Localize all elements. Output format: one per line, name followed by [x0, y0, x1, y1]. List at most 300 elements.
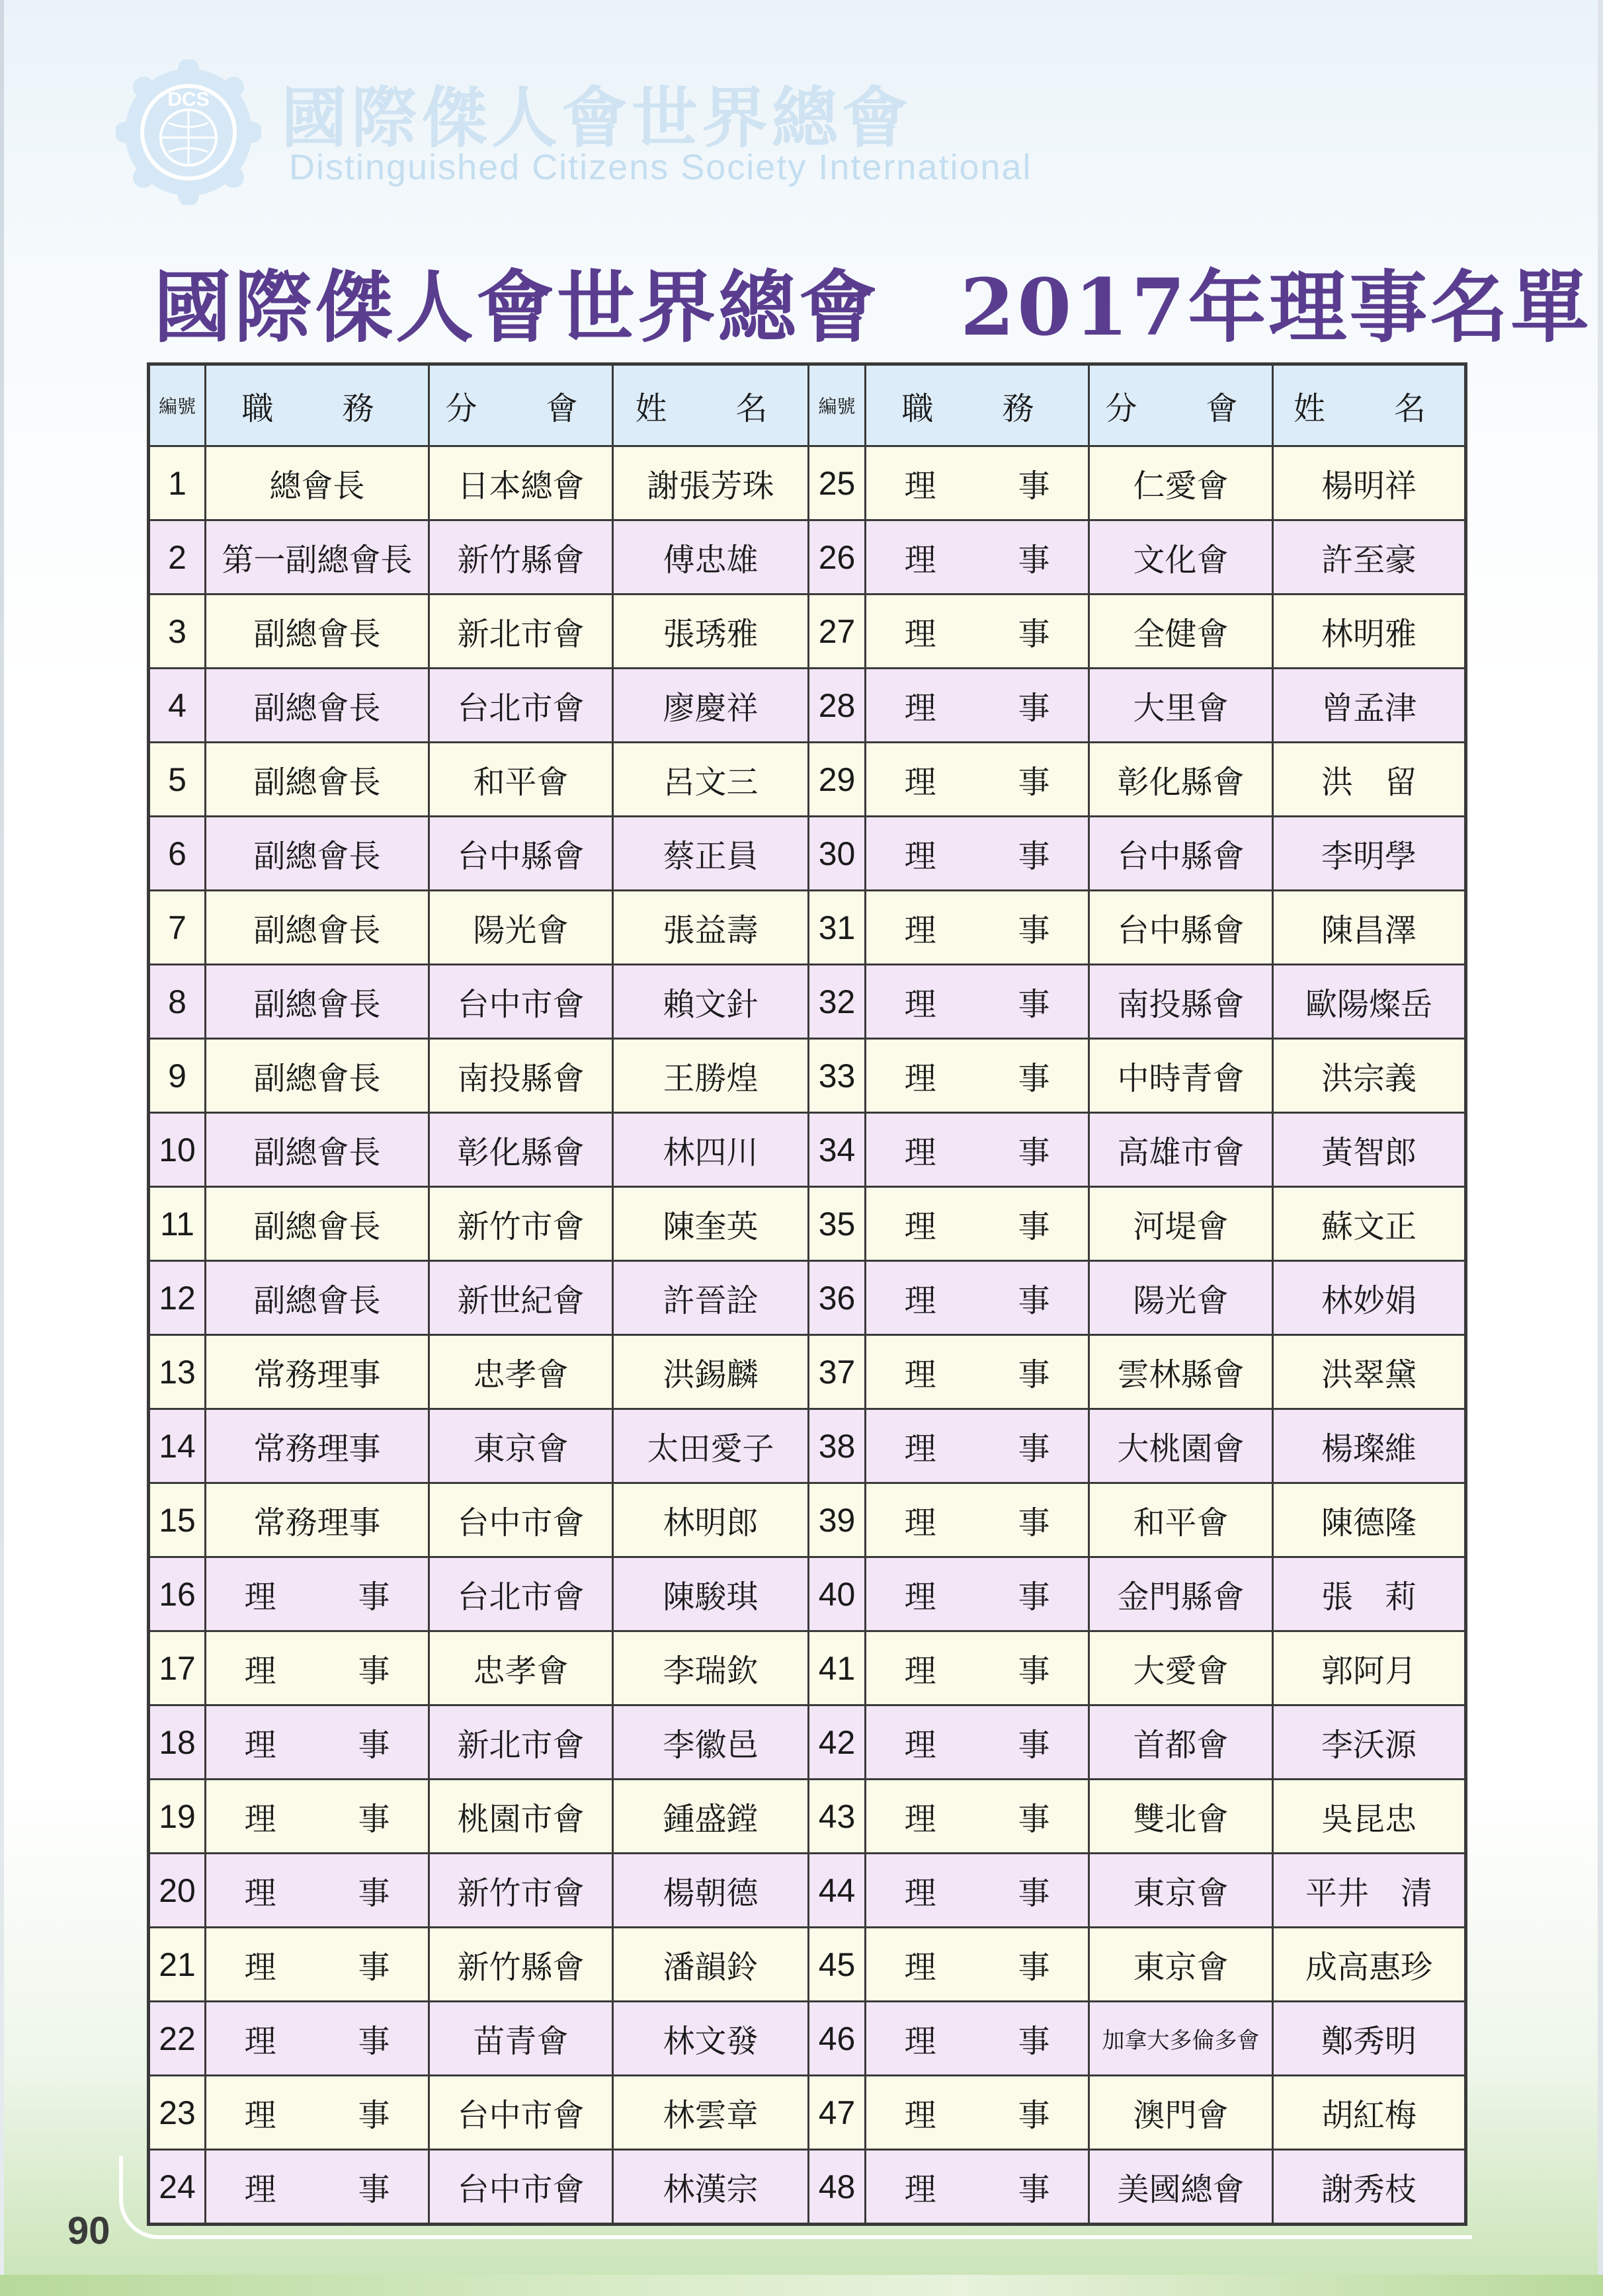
name-cell: 歐陽燦岳 [1273, 965, 1466, 1039]
role-char-first: 理 [904, 1727, 936, 1764]
name-cell: 陳駿琪 [613, 1557, 809, 1631]
role-cell [206, 2002, 429, 2076]
org-name-chinese: 國際傑人會世界總會 [281, 79, 912, 157]
number-cell: 8 [149, 965, 206, 1039]
branch-cell: 東京會 [1089, 1928, 1273, 2002]
binding-stripe [1598, 0, 1603, 2296]
role-cell [866, 446, 1089, 520]
role-cell [866, 594, 1089, 669]
role-char-first: 理 [904, 1208, 936, 1245]
name-cell: 李徽邑 [613, 1705, 809, 1780]
role-char-first: 理 [904, 1578, 936, 1616]
number-cell: 18 [149, 1705, 206, 1780]
dcs-logo-icon [116, 60, 261, 205]
table-row [149, 594, 1466, 669]
branch-cell: 台中縣會 [1089, 891, 1273, 965]
role-cell: 副總會長 [206, 743, 429, 817]
number-cell: 6 [149, 817, 206, 891]
table-row [149, 1780, 1466, 1854]
role-char-second: 事 [1018, 1208, 1050, 1245]
role-char-second: 事 [1018, 2097, 1050, 2134]
role-char-first: 理 [244, 1727, 276, 1764]
role-cell: 常務理事 [206, 1409, 429, 1483]
role-char-second: 事 [1018, 1875, 1050, 1912]
table-row [149, 1261, 1466, 1335]
role-char-second: 事 [1018, 1504, 1050, 1541]
number-cell: 19 [149, 1780, 206, 1854]
org-header [116, 60, 1108, 212]
role-cell [866, 1409, 1089, 1483]
column-header-role: 職 務 [206, 364, 429, 446]
roster-table-container [147, 362, 1464, 2208]
number-cell: 31 [809, 891, 866, 965]
number-cell: 26 [809, 520, 866, 594]
name-cell: 黃智郎 [1273, 1113, 1466, 1187]
table-row [149, 1187, 1466, 1261]
role-cell: 第一副總會長 [206, 520, 429, 594]
number-cell: 40 [809, 1557, 866, 1631]
role-char-second: 事 [358, 1801, 390, 1838]
branch-cell: 新世紀會 [429, 1261, 613, 1335]
column-header-branch: 分 會 [429, 364, 613, 446]
role-cell [866, 965, 1089, 1039]
decorative-frame-curve [119, 2156, 1472, 2239]
number-cell: 7 [149, 891, 206, 965]
number-cell: 30 [809, 817, 866, 891]
role-char-first: 理 [244, 1949, 276, 1986]
name-cell: 太田愛子 [613, 1409, 809, 1483]
name-cell: 平井 清 [1273, 1854, 1466, 1928]
role-char-first: 理 [904, 1801, 936, 1838]
branch-cell: 全健會 [1089, 594, 1273, 669]
role-char-second: 事 [358, 1578, 390, 1616]
number-cell: 17 [149, 1631, 206, 1705]
branch-cell: 台北市會 [429, 1557, 613, 1631]
role-char-second: 事 [1018, 690, 1050, 727]
number-cell: 11 [149, 1187, 206, 1261]
role-char-first: 理 [904, 2097, 936, 2134]
table-row [149, 1631, 1466, 1705]
number-cell: 9 [149, 1039, 206, 1113]
name-cell: 吳昆忠 [1273, 1780, 1466, 1854]
branch-cell: 和平會 [429, 743, 613, 817]
table-row [149, 1335, 1466, 1409]
logo-text: DCS [167, 89, 210, 110]
branch-cell: 大里會 [1089, 669, 1273, 743]
name-cell: 林妙娟 [1273, 1261, 1466, 1335]
role-char-second: 事 [1018, 764, 1050, 801]
table-row [149, 1039, 1466, 1113]
table-row [149, 1928, 1466, 2002]
role-char-first: 理 [904, 1134, 936, 1171]
name-cell: 洪錫麟 [613, 1335, 809, 1409]
number-cell: 21 [149, 1928, 206, 2002]
number-cell: 29 [809, 743, 866, 817]
number-cell: 33 [809, 1039, 866, 1113]
number-cell: 20 [149, 1854, 206, 1928]
number-cell: 24 [149, 2150, 206, 2225]
role-char-first: 理 [904, 468, 936, 505]
branch-cell: 台中市會 [429, 1483, 613, 1557]
name-cell: 張 莉 [1273, 1557, 1466, 1631]
number-cell: 41 [809, 1631, 866, 1705]
name-cell: 陳德隆 [1273, 1483, 1466, 1557]
role-char-second: 事 [1018, 542, 1050, 579]
role-cell [206, 1557, 429, 1631]
branch-cell: 台中市會 [429, 2150, 613, 2225]
branch-cell: 苗青會 [429, 2002, 613, 2076]
role-cell [866, 1187, 1089, 1261]
number-cell: 4 [149, 669, 206, 743]
role-char-first: 理 [904, 764, 936, 801]
name-cell: 林漢宗 [613, 2150, 809, 2225]
role-cell [206, 1705, 429, 1780]
role-char-first: 理 [904, 1356, 936, 1393]
branch-cell: 和平會 [1089, 1483, 1273, 1557]
name-cell: 傅忠雄 [613, 520, 809, 594]
name-cell: 鍾盛鏜 [613, 1780, 809, 1854]
role-char-second: 事 [1018, 1134, 1050, 1171]
role-char-second: 事 [1018, 1356, 1050, 1393]
role-char-second: 事 [1018, 1578, 1050, 1616]
role-char-first: 理 [904, 616, 936, 653]
page-title: 國際傑人會世界總會 2017年理事名單 [153, 261, 1592, 353]
number-cell: 23 [149, 2076, 206, 2150]
role-char-second: 事 [358, 1875, 390, 1912]
name-cell: 陳昌澤 [1273, 891, 1466, 965]
role-char-first: 理 [904, 1875, 936, 1912]
role-cell: 副總會長 [206, 594, 429, 669]
name-cell: 謝張芳珠 [613, 446, 809, 520]
name-cell: 楊明祥 [1273, 446, 1466, 520]
role-char-first: 理 [244, 1653, 276, 1690]
role-char-first: 理 [904, 690, 936, 727]
role-char-first: 理 [904, 986, 936, 1023]
number-cell: 5 [149, 743, 206, 817]
name-cell: 曾孟津 [1273, 669, 1466, 743]
role-char-second: 事 [358, 1727, 390, 1764]
name-cell: 李明學 [1273, 817, 1466, 891]
name-cell: 林四川 [613, 1113, 809, 1187]
number-cell: 27 [809, 594, 866, 669]
role-cell [866, 2002, 1089, 2076]
role-char-second: 事 [1018, 1727, 1050, 1764]
role-char-second: 事 [1018, 1949, 1050, 1986]
name-cell: 許至豪 [1273, 520, 1466, 594]
number-cell: 32 [809, 965, 866, 1039]
role-cell: 副總會長 [206, 1261, 429, 1335]
role-char-first: 理 [904, 2171, 936, 2208]
name-cell: 楊朝德 [613, 1854, 809, 1928]
role-cell [206, 1631, 429, 1705]
table-row [149, 446, 1466, 520]
role-char-first: 理 [904, 912, 936, 949]
role-char-second: 事 [1018, 468, 1050, 505]
number-cell: 22 [149, 2002, 206, 2076]
table-row [149, 891, 1466, 965]
role-cell [866, 2076, 1089, 2150]
name-cell: 謝秀枝 [1273, 2150, 1466, 2225]
branch-cell: 大桃園會 [1089, 1409, 1273, 1483]
number-cell: 10 [149, 1113, 206, 1187]
name-cell: 潘韻鈴 [613, 1928, 809, 2002]
table-row [149, 1409, 1466, 1483]
branch-cell: 美國總會 [1089, 2150, 1273, 2225]
name-cell: 蘇文正 [1273, 1187, 1466, 1261]
role-cell [866, 669, 1089, 743]
branch-cell: 彰化縣會 [429, 1113, 613, 1187]
number-cell: 12 [149, 1261, 206, 1335]
name-cell: 廖慶祥 [613, 669, 809, 743]
number-cell: 47 [809, 2076, 866, 2150]
role-char-second: 事 [1018, 986, 1050, 1023]
role-char-second: 事 [1018, 1801, 1050, 1838]
role-cell [866, 1631, 1089, 1705]
branch-cell: 金門縣會 [1089, 1557, 1273, 1631]
role-cell [206, 2076, 429, 2150]
branch-cell: 陽光會 [429, 891, 613, 965]
number-cell: 1 [149, 446, 206, 520]
role-cell: 常務理事 [206, 1483, 429, 1557]
role-cell: 副總會長 [206, 891, 429, 965]
page-number: 90 [67, 2209, 110, 2252]
name-cell: 洪翠黛 [1273, 1335, 1466, 1409]
branch-cell: 大愛會 [1089, 1631, 1273, 1705]
branch-cell: 新竹縣會 [429, 1928, 613, 2002]
branch-cell: 首都會 [1089, 1705, 1273, 1780]
role-char-first: 理 [244, 1875, 276, 1912]
role-cell [866, 1335, 1089, 1409]
table-row [149, 520, 1466, 594]
role-char-second: 事 [1018, 1653, 1050, 1690]
name-cell: 林明郎 [613, 1483, 809, 1557]
branch-cell: 南投縣會 [1089, 965, 1273, 1039]
role-cell [866, 1780, 1089, 1854]
number-cell: 3 [149, 594, 206, 669]
role-char-second: 事 [358, 2023, 390, 2060]
number-cell: 42 [809, 1705, 866, 1780]
number-cell: 2 [149, 520, 206, 594]
branch-cell: 台中縣會 [1089, 817, 1273, 891]
branch-cell: 雙北會 [1089, 1780, 1273, 1854]
column-header-branch: 分 會 [1089, 364, 1273, 446]
role-cell [866, 1854, 1089, 1928]
name-cell: 林雲章 [613, 2076, 809, 2150]
table-row [149, 965, 1466, 1039]
role-char-second: 事 [1018, 1430, 1050, 1467]
branch-cell: 忠孝會 [429, 1335, 613, 1409]
role-char-first: 理 [904, 542, 936, 579]
name-cell: 林明雅 [1273, 594, 1466, 669]
role-cell: 副總會長 [206, 1113, 429, 1187]
name-cell: 楊璨維 [1273, 1409, 1466, 1483]
role-cell [866, 1113, 1089, 1187]
role-char-second: 事 [1018, 838, 1050, 875]
branch-cell: 河堤會 [1089, 1187, 1273, 1261]
name-cell: 陳奎英 [613, 1187, 809, 1261]
role-char-first: 理 [244, 1578, 276, 1616]
role-char-first: 理 [904, 1949, 936, 1986]
roster-body [149, 446, 1466, 2225]
number-cell: 34 [809, 1113, 866, 1187]
number-cell: 35 [809, 1187, 866, 1261]
column-header-role: 職 務 [866, 364, 1089, 446]
column-header-name: 姓 名 [1273, 364, 1466, 446]
branch-cell: 文化會 [1089, 520, 1273, 594]
name-cell: 鄭秀明 [1273, 2002, 1466, 2076]
number-cell: 25 [809, 446, 866, 520]
role-char-first: 理 [904, 2023, 936, 2060]
name-cell: 賴文針 [613, 965, 809, 1039]
column-header-number: 編號 [809, 364, 866, 446]
branch-cell: 新竹市會 [429, 1187, 613, 1261]
name-cell: 呂文三 [613, 743, 809, 817]
role-cell [866, 1261, 1089, 1335]
board-roster-table [147, 362, 1467, 2226]
branch-cell: 陽光會 [1089, 1261, 1273, 1335]
column-header-name: 姓 名 [613, 364, 809, 446]
number-cell: 13 [149, 1335, 206, 1409]
name-cell: 蔡正員 [613, 817, 809, 891]
footer-band [0, 2275, 1603, 2296]
role-cell [866, 817, 1089, 891]
name-cell: 張琇雅 [613, 594, 809, 669]
name-cell: 成高惠珍 [1273, 1928, 1466, 2002]
branch-cell: 新竹市會 [429, 1854, 613, 1928]
org-name-english: Distinguished Citizens Society International [289, 147, 1032, 187]
table-row [149, 1113, 1466, 1187]
table-row [149, 2076, 1466, 2150]
branch-cell: 台中市會 [429, 2076, 613, 2150]
role-char-first: 理 [904, 838, 936, 875]
role-cell: 副總會長 [206, 1187, 429, 1261]
page-edge [0, 0, 4, 2296]
name-cell: 洪 留 [1273, 743, 1466, 817]
role-char-second: 事 [1018, 2023, 1050, 2060]
name-cell: 洪宗義 [1273, 1039, 1466, 1113]
role-cell [866, 743, 1089, 817]
role-cell: 副總會長 [206, 669, 429, 743]
branch-cell: 加拿大多倫多會 [1089, 2002, 1273, 2076]
role-char-first: 理 [244, 1801, 276, 1838]
branch-cell: 台中縣會 [429, 817, 613, 891]
number-cell: 14 [149, 1409, 206, 1483]
name-cell: 張益壽 [613, 891, 809, 965]
role-cell [206, 1854, 429, 1928]
role-char-first: 理 [904, 1430, 936, 1467]
role-char-first: 理 [244, 2097, 276, 2134]
role-char-second: 事 [1018, 616, 1050, 653]
table-row [149, 1854, 1466, 1928]
branch-cell: 東京會 [1089, 1854, 1273, 1928]
table-row [149, 1483, 1466, 1557]
number-cell: 38 [809, 1409, 866, 1483]
role-cell [866, 1557, 1089, 1631]
number-cell: 36 [809, 1261, 866, 1335]
table-row [149, 817, 1466, 891]
role-cell [206, 1780, 429, 1854]
branch-cell: 日本總會 [429, 446, 613, 520]
role-cell [866, 520, 1089, 594]
role-char-second: 事 [358, 1653, 390, 1690]
number-cell: 44 [809, 1854, 866, 1928]
branch-cell: 忠孝會 [429, 1631, 613, 1705]
branch-cell: 台北市會 [429, 669, 613, 743]
number-cell: 45 [809, 1928, 866, 2002]
number-cell: 46 [809, 2002, 866, 2076]
role-char-first: 理 [904, 1653, 936, 1690]
role-char-second: 事 [1018, 1282, 1050, 1319]
table-row [149, 669, 1466, 743]
role-char-first: 理 [904, 1504, 936, 1541]
branch-cell: 台中市會 [429, 965, 613, 1039]
table-row [149, 743, 1466, 817]
role-cell [866, 1928, 1089, 2002]
branch-cell: 新北市會 [429, 594, 613, 669]
role-char-second: 事 [358, 1949, 390, 1986]
role-cell: 常務理事 [206, 1335, 429, 1409]
table-row [149, 2002, 1466, 2076]
role-cell [866, 891, 1089, 965]
role-char-second: 事 [1018, 912, 1050, 949]
branch-cell: 澳門會 [1089, 2076, 1273, 2150]
role-char-second: 事 [358, 2097, 390, 2134]
role-cell: 總會長 [206, 446, 429, 520]
table-row [149, 1557, 1466, 1631]
name-cell: 林文發 [613, 2002, 809, 2076]
name-cell: 郭阿月 [1273, 1631, 1466, 1705]
role-char-first: 理 [904, 1282, 936, 1319]
name-cell: 王勝煌 [613, 1039, 809, 1113]
name-cell: 胡紅梅 [1273, 2076, 1466, 2150]
role-cell [866, 1483, 1089, 1557]
branch-cell: 東京會 [429, 1409, 613, 1483]
role-cell [866, 1039, 1089, 1113]
name-cell: 李瑞欽 [613, 1631, 809, 1705]
branch-cell: 仁愛會 [1089, 446, 1273, 520]
role-cell: 副總會長 [206, 1039, 429, 1113]
role-char-second: 事 [1018, 1060, 1050, 1097]
role-cell: 副總會長 [206, 817, 429, 891]
role-cell: 副總會長 [206, 965, 429, 1039]
number-cell: 37 [809, 1335, 866, 1409]
role-char-second: 事 [1018, 2171, 1050, 2208]
column-header-number: 編號 [149, 364, 206, 446]
name-cell: 許晉詮 [613, 1261, 809, 1335]
branch-cell: 南投縣會 [429, 1039, 613, 1113]
branch-cell: 中時青會 [1089, 1039, 1273, 1113]
table-row [149, 1705, 1466, 1780]
role-cell [866, 1705, 1089, 1780]
number-cell: 43 [809, 1780, 866, 1854]
branch-cell: 新竹縣會 [429, 520, 613, 594]
number-cell: 28 [809, 669, 866, 743]
branch-cell: 雲林縣會 [1089, 1335, 1273, 1409]
role-char-second: 事 [358, 2171, 390, 2208]
number-cell: 48 [809, 2150, 866, 2225]
role-cell [206, 1928, 429, 2002]
branch-cell: 高雄市會 [1089, 1113, 1273, 1187]
number-cell: 16 [149, 1557, 206, 1631]
role-char-first: 理 [904, 1060, 936, 1097]
branch-cell: 新北市會 [429, 1705, 613, 1780]
number-cell: 39 [809, 1483, 866, 1557]
role-char-first: 理 [244, 2171, 276, 2208]
branch-cell: 彰化縣會 [1089, 743, 1273, 817]
table-header-row [149, 364, 1466, 446]
branch-cell: 桃園市會 [429, 1780, 613, 1854]
role-char-first: 理 [244, 2023, 276, 2060]
